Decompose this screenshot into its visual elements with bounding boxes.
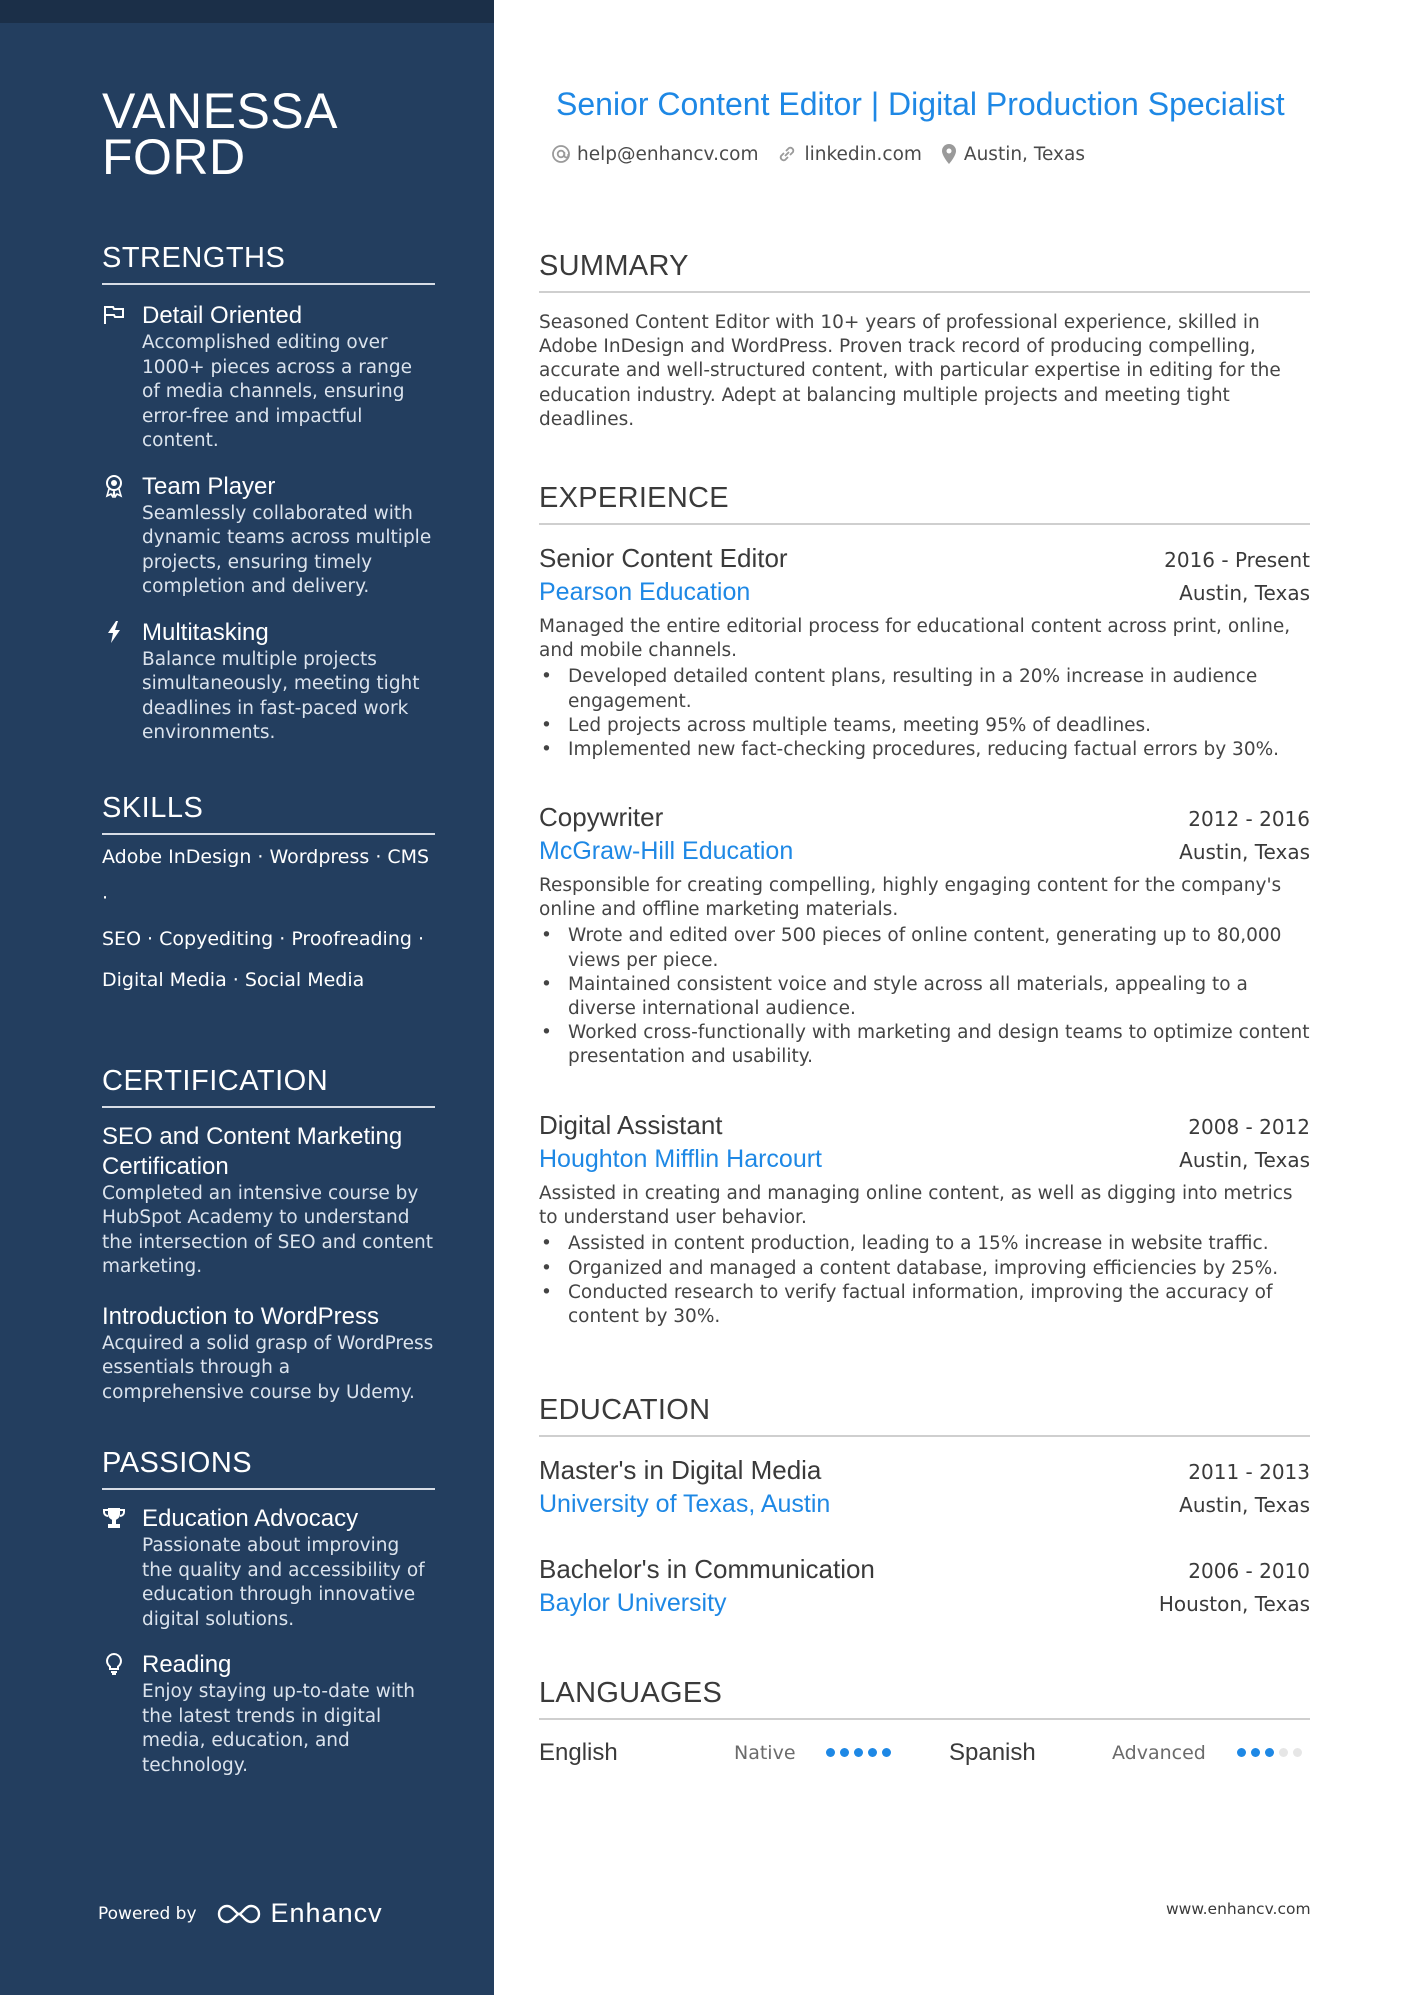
- strength-title: Detail Oriented: [142, 302, 303, 329]
- job-dates: 2008 - 2012: [1188, 1115, 1310, 1139]
- linkedin-text: linkedin.com: [804, 143, 922, 165]
- proficiency-dot: [854, 1748, 863, 1757]
- language-proficiency-dots: [826, 1748, 891, 1757]
- job-location: Austin, Texas: [1179, 1148, 1310, 1172]
- location-pin-icon: [940, 143, 958, 165]
- enhancv-brand: Enhancv: [270, 1898, 383, 1928]
- strength-desc: Seamlessly collaborated with dynamic teams across multiple projects, ensuring timely completion and delivery.: [142, 502, 432, 597]
- languages-heading: LANGUAGES: [539, 1677, 1310, 1720]
- contact-linkedin[interactable]: [776, 143, 921, 165]
- location-text: Austin, Texas: [963, 143, 1085, 165]
- proficiency-dot: [1251, 1748, 1260, 1757]
- job-bullet: • Assisted in content production, leading to a 15% increase in website traffic.: [539, 1232, 1310, 1256]
- job-company[interactable]: Pearson Education: [539, 578, 751, 606]
- proficiency-dot: [826, 1748, 835, 1757]
- job-role: Senior Content Editor: [539, 543, 788, 573]
- footer-website[interactable]: www.enhancv.com: [1166, 1900, 1311, 1918]
- education-location: Austin, Texas: [1179, 1493, 1310, 1517]
- certification-section: [102, 1065, 435, 1406]
- job-entry: [539, 802, 1310, 1070]
- language-level: Native: [734, 1742, 796, 1764]
- education-entry: [539, 1455, 1310, 1519]
- strength-title: Team Player: [142, 472, 276, 500]
- skills-heading: SKILLS: [102, 792, 435, 835]
- job-description: Responsible for creating compelling, highly engaging content for the company's online and offline marketing materials.: [539, 875, 1282, 921]
- proficiency-dot: [1293, 1748, 1302, 1757]
- proficiency-dot: [882, 1748, 891, 1757]
- job-dates: 2016 - Present: [1164, 548, 1310, 572]
- education-degree: Bachelor's in Communication: [539, 1554, 875, 1584]
- experience-heading: EXPERIENCE: [539, 482, 1310, 525]
- job-role: Digital Assistant: [539, 1110, 723, 1140]
- passion-title: Reading: [142, 1651, 232, 1678]
- certification-desc: Completed an intensive course by HubSpot Academy to understand the intersection of SEO and content marketing.: [102, 1182, 433, 1277]
- award-icon: [102, 474, 126, 498]
- lightning-icon: [102, 620, 126, 644]
- job-bullet: • Wrote and edited over 500 pieces of online content, generating up to 80,000 views per piece.: [539, 924, 1310, 972]
- certification-title: Introduction to WordPress: [102, 1302, 380, 1330]
- strength-item: [102, 618, 435, 746]
- job-bullet: • Led projects across multiple teams, meeting 95% of deadlines.: [539, 714, 1310, 738]
- certification-item: [102, 1302, 435, 1406]
- job-location: Austin, Texas: [1179, 581, 1310, 605]
- certification-heading: CERTIFICATION: [102, 1065, 435, 1108]
- job-dates: 2012 - 2016: [1188, 807, 1310, 831]
- strength-item: [102, 301, 435, 454]
- proficiency-dot: [868, 1748, 877, 1757]
- skills-list: [102, 837, 435, 1001]
- education-entry: [539, 1554, 1310, 1618]
- strength-desc: Accomplished editing over 1000+ pieces across a range of media channels, ensuring error-free and impactful content.: [142, 332, 412, 451]
- job-company[interactable]: Houghton Mifflin Harcourt: [539, 1145, 823, 1173]
- flag-icon: [102, 303, 126, 327]
- strengths-heading: STRENGTHS: [102, 242, 435, 285]
- link-icon: [776, 143, 798, 165]
- powered-by-label: Powered by: [98, 1903, 197, 1924]
- sidebar-top-bar: [0, 0, 494, 23]
- at-icon: [551, 144, 571, 164]
- education-degree: Master's in Digital Media: [539, 1455, 822, 1485]
- skills-line: Adobe InDesign · Wordpress · CMS ·: [102, 845, 430, 909]
- job-bullet: • Maintained consistent voice and style across all materials, appealing to a diverse international audience.: [539, 973, 1310, 1021]
- strengths-section: [102, 242, 435, 746]
- education-heading: EDUCATION: [539, 1394, 1310, 1437]
- job-entry: [539, 543, 1310, 762]
- job-bullets: [539, 1232, 1310, 1329]
- passions-heading: PASSIONS: [102, 1447, 435, 1490]
- certification-desc: Acquired a solid grasp of WordPress essentials through a comprehensive course by Udemy.: [102, 1332, 434, 1403]
- job-description: Assisted in creating and managing online content, as well as digging into metrics to understand user behavior.: [539, 1183, 1293, 1229]
- skills-line: SEO · Copyediting · Proofreading ·: [102, 927, 425, 950]
- job-bullet: • Developed detailed content plans, resulting in a 20% increase in audience engagement.: [539, 665, 1310, 713]
- passion-desc: Enjoy staying up-to-date with the latest trends in digital media, education, and technology.: [142, 1681, 415, 1776]
- proficiency-dot: [1237, 1748, 1246, 1757]
- passions-section: [102, 1447, 435, 1778]
- passion-item: [102, 1650, 435, 1778]
- education-dates: 2011 - 2013: [1188, 1460, 1310, 1484]
- job-description: Managed the entire editorial process for educational content across print, online, and mobile channels.: [539, 616, 1291, 662]
- passion-desc: Passionate about improving the quality and accessibility of education through innovative digital solutions.: [142, 1535, 425, 1630]
- certification-title: SEO and Content Marketing Certification: [102, 1122, 403, 1180]
- skills-section: [102, 792, 435, 1001]
- name-last: FORD: [102, 129, 246, 185]
- language-level: Advanced: [1112, 1742, 1206, 1764]
- proficiency-dot: [1265, 1748, 1274, 1757]
- education-school[interactable]: Baylor University: [539, 1589, 727, 1617]
- passion-title: Education Advocacy: [142, 1505, 359, 1532]
- languages-row: [539, 1736, 1310, 1770]
- proficiency-dot: [1279, 1748, 1288, 1757]
- job-entry: [539, 1110, 1310, 1329]
- language-name: English: [539, 1739, 618, 1766]
- contact-location: [940, 143, 1085, 165]
- summary-heading: SUMMARY: [539, 250, 1310, 293]
- language-name: Spanish: [949, 1739, 1036, 1766]
- certification-item: [102, 1122, 435, 1280]
- trophy-icon: [102, 1506, 126, 1530]
- education-dates: 2006 - 2010: [1188, 1559, 1310, 1583]
- job-bullet: • Implemented new fact-checking procedures, reducing factual errors by 30%.: [539, 738, 1310, 762]
- language-proficiency-dots: [1237, 1748, 1302, 1757]
- summary-text: Seasoned Content Editor with 10+ years of professional experience, skilled in Adobe InDesign and WordPress. Proven track record of producing compelling, accurate and well-structured content, with particular expertise in editing for the education industry. Adept at balancing multiple projects and meeting tight deadlines.: [539, 312, 1281, 430]
- job-role: Copywriter: [539, 802, 664, 832]
- skills-line: Digital Media · Social Media: [102, 968, 365, 991]
- education-school[interactable]: University of Texas, Austin: [539, 1490, 831, 1518]
- job-bullets: [539, 665, 1310, 762]
- infinity-icon: [217, 1902, 261, 1926]
- job-location: Austin, Texas: [1179, 840, 1310, 864]
- enhancv-logo[interactable]: [217, 1898, 383, 1929]
- job-bullets: [539, 924, 1310, 1069]
- strength-item: [102, 472, 435, 600]
- email-text: help@enhancv.com: [577, 143, 759, 165]
- job-bullet: • Worked cross-functionally with marketing and design teams to optimize content presentation and usability.: [539, 1021, 1310, 1069]
- lightbulb-icon: [102, 1652, 126, 1676]
- education-location: Houston, Texas: [1158, 1592, 1310, 1616]
- headline: Senior Content Editor | Digital Production Specialist: [556, 86, 1285, 122]
- name-first: VANESSA: [102, 83, 338, 139]
- strength-desc: Balance multiple projects simultaneously, meeting tight deadlines in fast-paced work environments.: [142, 648, 420, 743]
- powered-by: [98, 1898, 383, 1929]
- job-company[interactable]: McGraw-Hill Education: [539, 837, 794, 865]
- strength-title: Multitasking: [142, 618, 269, 646]
- contact-bar: [551, 143, 1103, 165]
- sidebar: [0, 0, 494, 1995]
- passion-item: [102, 1504, 435, 1632]
- proficiency-dot: [840, 1748, 849, 1757]
- job-bullet: • Organized and managed a content database, improving efficiencies by 25%.: [539, 1257, 1310, 1281]
- candidate-name: [102, 83, 435, 185]
- job-bullet: • Conducted research to verify factual information, improving the accuracy of content by 30%.: [539, 1281, 1310, 1329]
- contact-email[interactable]: [551, 144, 758, 165]
